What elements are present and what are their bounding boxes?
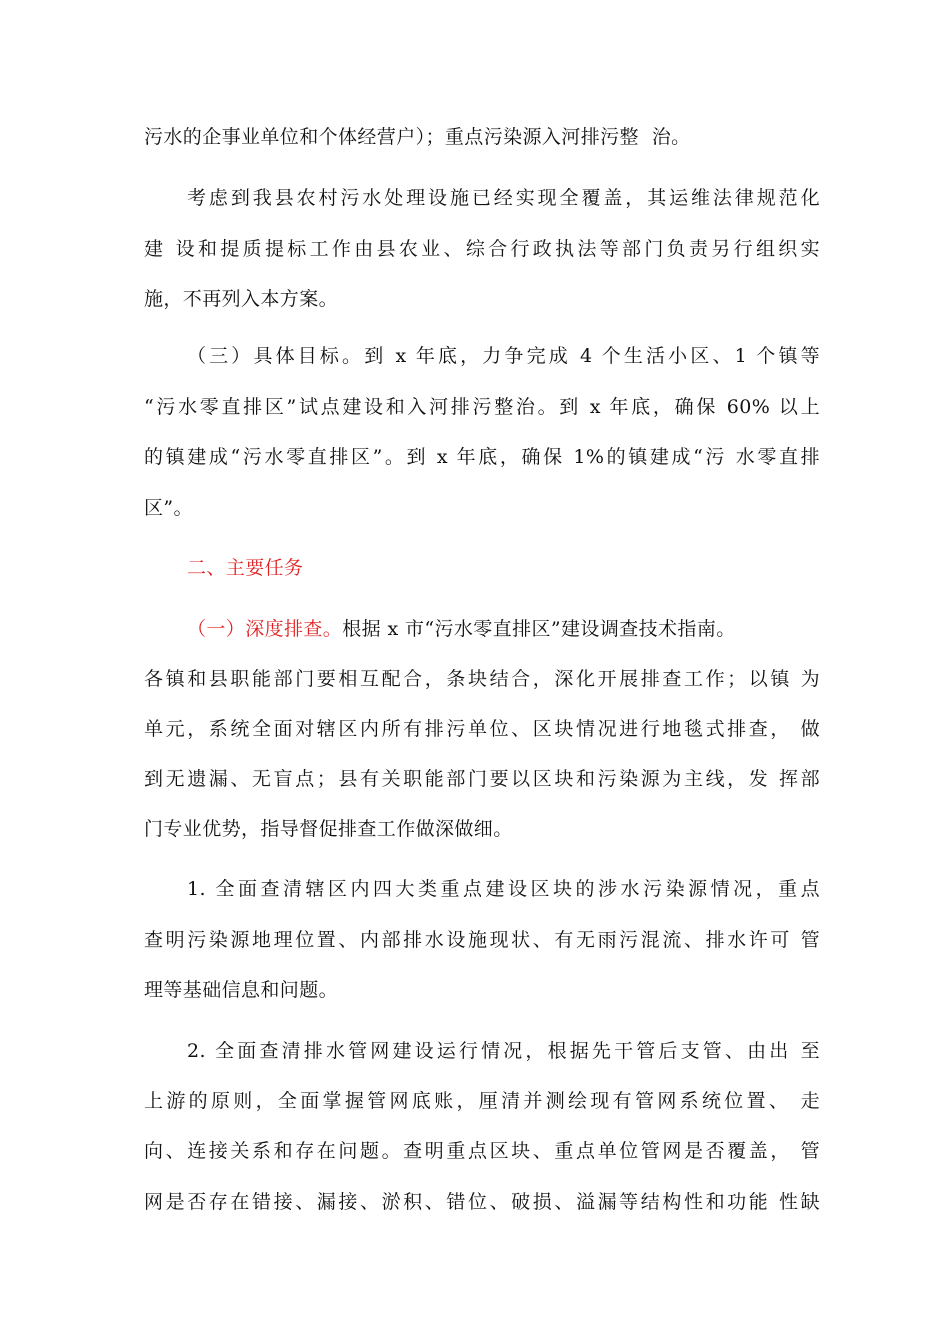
paragraph-line: 建 设和提质提标工作由县农业、综合行政执法等部门负责另行组织实 bbox=[144, 238, 820, 260]
paragraph-line: 污水的企事业单位和个体经营户）；重点污染源入河排污整 治。 bbox=[144, 126, 691, 148]
paragraph-line: 门专业优势，指导督促排查工作做深做细。 bbox=[144, 818, 513, 840]
paragraph-line: 1. 全面查清辖区内四大类重点建设区块的涉水污染源情况，重点 bbox=[187, 878, 820, 900]
paragraph-line: 施，不再列入本方案。 bbox=[144, 288, 339, 310]
paragraph-line: 考虑到我县农村污水处理设施已经实现全覆盖，其运维法律规范化 bbox=[187, 187, 820, 209]
paragraph-line: 各镇和县职能部门要相互配合，条块结合，深化开展排查工作；以镇 为 bbox=[144, 668, 820, 690]
paragraph-line: 理等基础信息和问题。 bbox=[144, 979, 339, 1001]
subsection-lead: （一）深度排查。 bbox=[187, 618, 343, 640]
paragraph-line: 上游的原则，全面掌握管网底账，厘清并测绘现有管网系统位置、 走 bbox=[144, 1090, 820, 1112]
paragraph-line: 查明污染源地理位置、内部排水设施现状、有无雨污混流、排水许可 管 bbox=[144, 929, 820, 951]
paragraph-line: 区”。 bbox=[144, 497, 193, 519]
paragraph-first-line bbox=[187, 616, 820, 642]
paragraph-line: 向、连接关系和存在问题。查明重点区块、重点单位管网是否覆盖， 管 bbox=[144, 1140, 820, 1162]
paragraph-line: 的镇建成“污水零直排区”。到 x 年底，确保 1%的镇建成“污 水零直排 bbox=[144, 446, 820, 468]
paragraph-line: 单元，系统全面对辖区内所有排污单位、区块情况进行地毯式排查， 做 bbox=[144, 718, 820, 740]
paragraph-line: （三）具体目标。到 x 年底，力争完成 4 个生活小区、1 个镇等 bbox=[187, 345, 820, 367]
paragraph-line: 2. 全面查清排水管网建设运行情况，根据先干管后支管、由出 至 bbox=[187, 1040, 820, 1062]
paragraph-line: 到无遗漏、无盲点；县有关职能部门要以区块和污染源为主线，发 挥部 bbox=[144, 768, 820, 790]
paragraph-line: “污水零直排区”试点建设和入河排污整治。到 x 年底，确保 60% 以上 bbox=[144, 396, 820, 418]
paragraph-line: 网是否存在错接、漏接、淤积、错位、破损、溢漏等结构性和功能 性缺 bbox=[144, 1191, 820, 1213]
subsection-lead-rest: 根据 x 市“污水零直排区”建设调查技术指南。 bbox=[342, 618, 736, 640]
section-heading: 二、主要任务 bbox=[187, 557, 304, 579]
